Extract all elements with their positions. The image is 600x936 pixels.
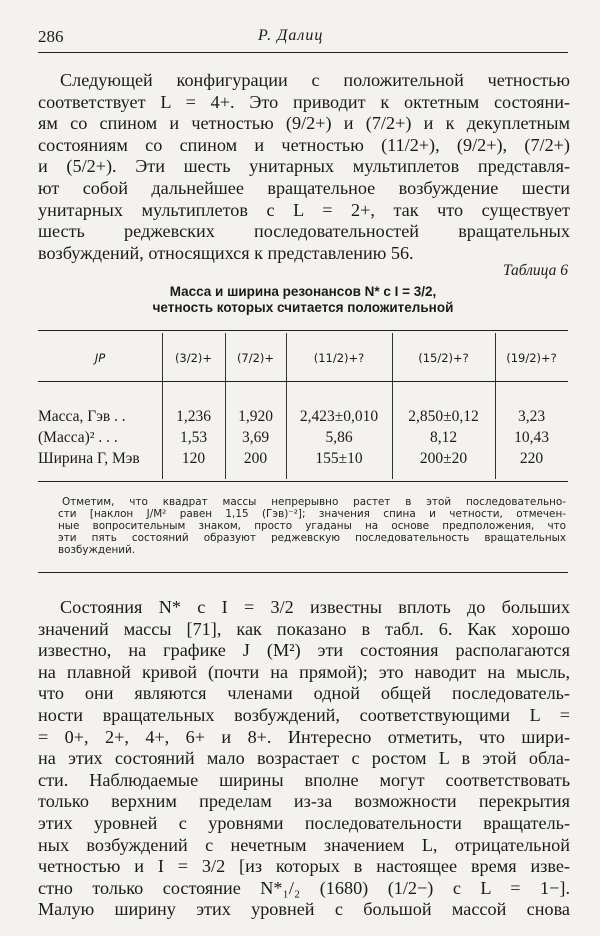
note-bottom-rule xyxy=(38,572,568,573)
text-line: известно, на графике J (M²) эти состояния располагаются xyxy=(38,640,570,661)
header-col-3: (11/2)+? xyxy=(313,351,365,365)
text-line: Следующей конфигурации с положительной четностью xyxy=(60,70,570,90)
table-cell: 220 xyxy=(519,450,544,467)
text-line: шесть реджевских последовательностей вращательных xyxy=(38,221,570,242)
table-cell: 1,920 xyxy=(238,408,273,425)
header-jp: JP xyxy=(94,351,106,365)
text-line: сти. Наблюдаемые ширины вполне могут соответствовать xyxy=(38,769,570,790)
table-caption xyxy=(38,284,568,316)
table-cell: 10,43 xyxy=(514,429,549,446)
row-label-mass: Масса, Гэв . . xyxy=(38,408,126,425)
table-bottom-rule xyxy=(38,481,568,482)
header-col-5: (19/2)+? xyxy=(506,351,557,365)
table-cell: 1,53 xyxy=(179,429,208,446)
text-line: ям со спином и четностью (9/2+) и (7/2+) и к декуплетным xyxy=(38,113,570,134)
table-label: Таблица 6 xyxy=(502,262,568,279)
text-line: только верхним пределам из-за возможности перекрытия xyxy=(38,791,570,812)
header-col-4: (15/2)+? xyxy=(418,351,469,365)
text-line: значений массы [71], как показано в табл. 6. Как хорошо xyxy=(38,618,570,639)
table-cell: 200±20 xyxy=(419,450,468,467)
table-cell: 2,423±0,010 xyxy=(299,408,379,425)
text-line: возбуждений, относящихся к представлению 56. xyxy=(38,242,414,263)
text-line: состояниям со спином и четностью (11/2+), (9/2+), (7/2+) xyxy=(38,134,570,155)
text-line: унитарных мультиплетов с L = 2+, так что существует xyxy=(38,199,570,220)
text-line: Малую ширину этих уровней с большой массой снова xyxy=(38,899,570,920)
text-line: этих уровней с уровнями последовательности вращатель- xyxy=(38,812,570,833)
table-caption-line-2: четность которых считается положительной xyxy=(152,300,454,315)
text-line: Состояния N* с I = 3/2 известны вплоть до больших xyxy=(60,597,570,617)
paragraph-2 xyxy=(38,597,570,921)
text-line: ют собой дальнейшее вращательное возбуждение шести xyxy=(38,177,570,198)
page-number: 286 xyxy=(38,27,64,46)
row-label-mass-squared: (Масса)² . . . xyxy=(38,429,118,446)
table-cell: 1,236 xyxy=(176,408,211,425)
table-header-rule xyxy=(38,381,568,382)
table-cell: 120 xyxy=(181,450,206,467)
row-label-width: Ширина Г, Мэв xyxy=(38,450,140,467)
table-cell: 3,69 xyxy=(241,429,270,446)
note-line: ные вопросительным знаком, просто угаданы на основе предположения, что xyxy=(58,520,566,532)
text-line: и (5/2+). Эти шесть унитарных мультиплетов представля- xyxy=(38,156,570,177)
table-note xyxy=(58,496,566,556)
table-cell: 2,850±0,12 xyxy=(408,408,479,425)
note-line: возбуждений. xyxy=(58,544,136,556)
text-line: что они являются членами одной общей последователь- xyxy=(38,683,570,704)
running-head: Р. Далиц xyxy=(258,27,324,44)
header-col-2: (7/2)+ xyxy=(236,351,275,365)
table-cell: 200 xyxy=(243,450,268,467)
header-col-1: (3/2)+ xyxy=(174,351,213,365)
resonance-table xyxy=(38,333,568,481)
table-caption-line-1: Масса и ширина резонансов N* с I = 3/2, xyxy=(169,284,437,299)
text-line: ных возбуждений с нечетным значением L, отрицательной xyxy=(38,834,570,855)
note-line: сти [наклон J/M² равен 1,15 (Гэв)⁻²]; значения спина и четности, отмечен- xyxy=(58,508,566,520)
text-line: на этих состояний мало возрастает с ростом L в этой обла- xyxy=(38,748,570,769)
table-cell: 3,23 xyxy=(517,408,546,425)
text-line: четностью и I = 3/2 [из которых в настоящее время изве- xyxy=(38,856,570,877)
table-cell: 5,86 xyxy=(325,429,353,446)
text-line: на плавной кривой (почти на прямой); это наводит на мысль, xyxy=(38,661,570,682)
text-line: соответствует L = 4+. Это приводит к октетным состояни- xyxy=(38,91,570,112)
text-line: ности вращательных возбуждений, соответствующими L = xyxy=(38,704,570,725)
paragraph-1 xyxy=(38,70,570,264)
table-cell: 8,12 xyxy=(429,429,458,446)
text-line: = 0+, 2+, 4+, 6+ и 8+. Интересно отметить, что шири- xyxy=(38,726,570,747)
note-line: эти пять состояний образуют реджевскую последовательность вращательных xyxy=(58,532,566,544)
table-cell: 155±10 xyxy=(315,450,363,467)
text-line: стно только состояние N*₁/₂ (1680) (1/2−) с L = 1−]. xyxy=(38,877,570,898)
note-line: Отметим, что квадрат массы непрерывно растет в этой последовательно- xyxy=(62,496,566,508)
table-top-rule xyxy=(38,330,568,331)
header-rule xyxy=(38,52,568,53)
